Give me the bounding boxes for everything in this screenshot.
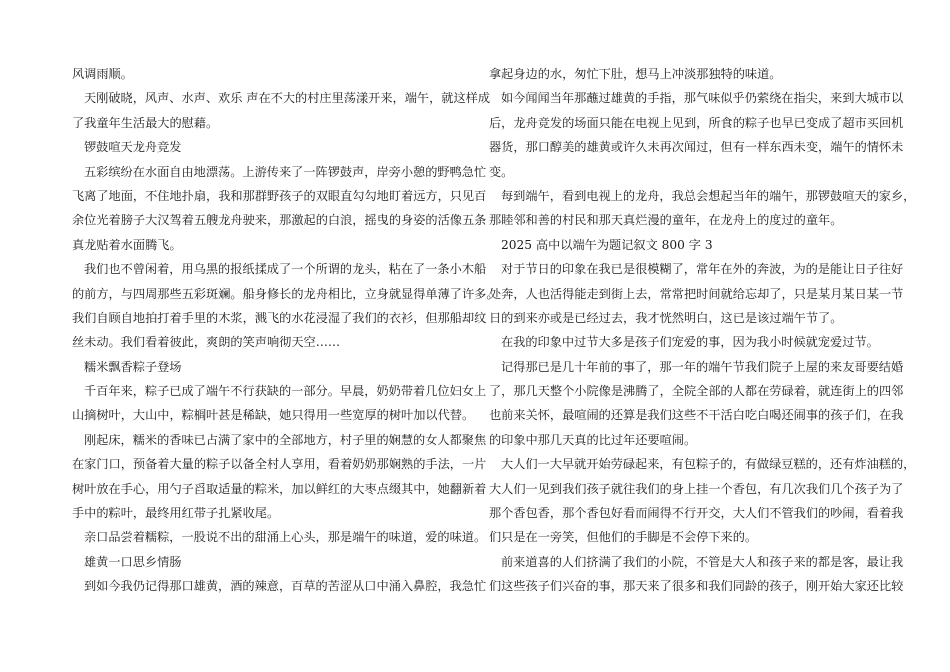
text-line: 器货，那口醇美的雄黄或许久未再次闻过，但有一样东西未变，端午的情怀未	[489, 140, 904, 155]
text-line: 真龙贴着水面腾飞。	[72, 237, 182, 252]
text-line: 了，那几天整个小院像是沸腾了，全院全部的人都在劳碌着，就连街上的四邻	[489, 384, 904, 399]
text-line: 千百年来，粽子已成了端午不行获缺的一部分。早晨，奶奶带着几位妇女上	[84, 384, 487, 399]
text-line: 风调雨顺。	[72, 67, 133, 81]
text-line: 记得那已是几十年前的事了，那一年的端午节我们院子上屋的来友哥要结婚	[501, 359, 904, 374]
text-line: 日的到来亦或是已经过去，我才恍然明白，这已是该过端午节了。	[489, 310, 843, 325]
text-line: 每到端午，看到电视上的龙舟，我总会想起当年的端午，那锣鼓喧天的家乡，	[501, 188, 916, 203]
text-line: 2025 高中以端午为题记叙文 800 字 3	[501, 237, 713, 252]
text-line: 飞离了地面，不住地扑扇，我和那群野孩子的双眼直勾勾地盯着远方，只见百	[72, 188, 487, 203]
text-line: 山摘树叶，大山中，粽榈叶甚是稀缺，她只得用一些宽厚的树叶加以代替。	[72, 408, 475, 423]
text-line: 也前来关怀，最喧闹的还算是我们这些不干活白吃白喝还闹事的孩子们，在我	[489, 408, 904, 423]
text-line: 余位光着膀子大汉驾着五艘龙舟驶来，那激起的白浪，摇曳的身姿的活像五条	[72, 213, 487, 228]
text-line: 手中的粽叶，最终用红带子扎紧收尾。	[72, 506, 280, 521]
text-line: 对于节日的印象在我已是很模糊了，常年在外的奔波，为的是能让日子往好	[501, 262, 904, 277]
text-line: 们这些孩子们兴奋的事，那天来了很多和我们同龄的孩子，刚开始大家还比较	[489, 579, 904, 594]
text-line: 天刚破晓，风声、水声、欢乐 声在不大的村庄里荡漾开来，端午，就这样成	[84, 91, 491, 106]
text-line: 我们自顾自地拍打着手里的木浆，溅飞的水花浸湿了我们的衣衫，但那船却纹	[72, 310, 487, 325]
text-line: 雄黄一口思乡情肠	[84, 554, 182, 569]
text-line: 亲口品尝着糯粽，一股说不出的甜涌上心头，那是端午的味道，爱的味道。	[84, 530, 487, 545]
text-line: 处奔，人也活得能走到街上去，常常把时间就给忘却了，只是某月某日某一节	[489, 286, 904, 301]
text-line: 了我童年生活最大的慰藉。	[72, 115, 219, 130]
text-line: 那睦邻和善的村民和那天真烂漫的童年，在龙舟上的度过的童年。	[489, 213, 843, 228]
text-line: 的印象中那几天真的比过年还要喧闹。	[489, 432, 697, 447]
text-line: 大人们一大早就开始劳碌起来，有包粽子的，有做绿豆糕的，还有炸油糕的，	[501, 457, 916, 472]
text-line: 后，龙舟竞发的场面只能在电视上见到，所食的粽子也早已变成了超市买回机	[489, 115, 904, 130]
text-line: 树叶放在手心，用勺子舀取适量的粽米，加以鲜红的大枣点缀其中，她翻新着	[72, 481, 487, 496]
text-line: 锣鼓喧天龙舟竞发	[84, 140, 182, 155]
text-line: 在我的印象中过节大多是孩子们宠爱的事，因为我小时候就宠爱过节。	[501, 335, 879, 350]
text-line: 大人们一见到我们孩子就往我们的身上挂一个香包，有几次我们几个孩子为了	[489, 481, 904, 496]
left-text-column	[72, 62, 499, 599]
text-line: 刚起床，糯米的香味已占满了家中的全部地方，村子里的娴慧的女人都聚焦	[84, 432, 487, 447]
right-text-column	[489, 62, 916, 599]
text-line: 变。	[489, 164, 514, 179]
text-line: 拿起身边的水，匆忙下肚，想马上冲淡那独特的味道。	[489, 67, 782, 81]
text-line: 我们也不曾闲着，用乌黑的报纸揉成了一个所谓的龙头，粘在了一条小木船	[84, 262, 487, 277]
text-line: 丝未动。我们看着彼此，爽朗的笑声响彻天空……	[72, 335, 341, 350]
text-line: 糯米飘香粽子登场	[84, 359, 182, 374]
text-line: 那个香包香，那个香包好看而闹得不行开交，大人们不管我们的吵闹，看着我	[489, 506, 904, 521]
text-line: 在家门口，预备着大量的粽子以备全村人享用，看着奶奶那娴熟的手法，一片	[72, 457, 487, 472]
text-line: 到如今我仍记得那口雄黄，酒的辣意，百草的苦涩从口中涌入鼻腔，我急忙	[84, 579, 487, 594]
text-line: 的前方，与四周那些五彩斑斓。船身修长的龙舟相比，立身就显得单薄了许多。	[72, 286, 499, 301]
text-line: 五彩缤纷在水面自由地漂荡。上游传来了一阵锣鼓声，岸旁小憩的野鸭急忙	[84, 164, 487, 179]
text-line: 们只是在一旁笑，但他们的手脚是不会停下来的。	[489, 530, 758, 545]
text-line: 如今闻闻当年那蘸过雄黄的手指，那气味似乎仍萦绕在指尖，来到大城市以	[501, 91, 904, 106]
text-line: 前来道喜的人们挤满了我们的小院，不管是大人和孩子来的都是客，最让我	[501, 554, 904, 569]
